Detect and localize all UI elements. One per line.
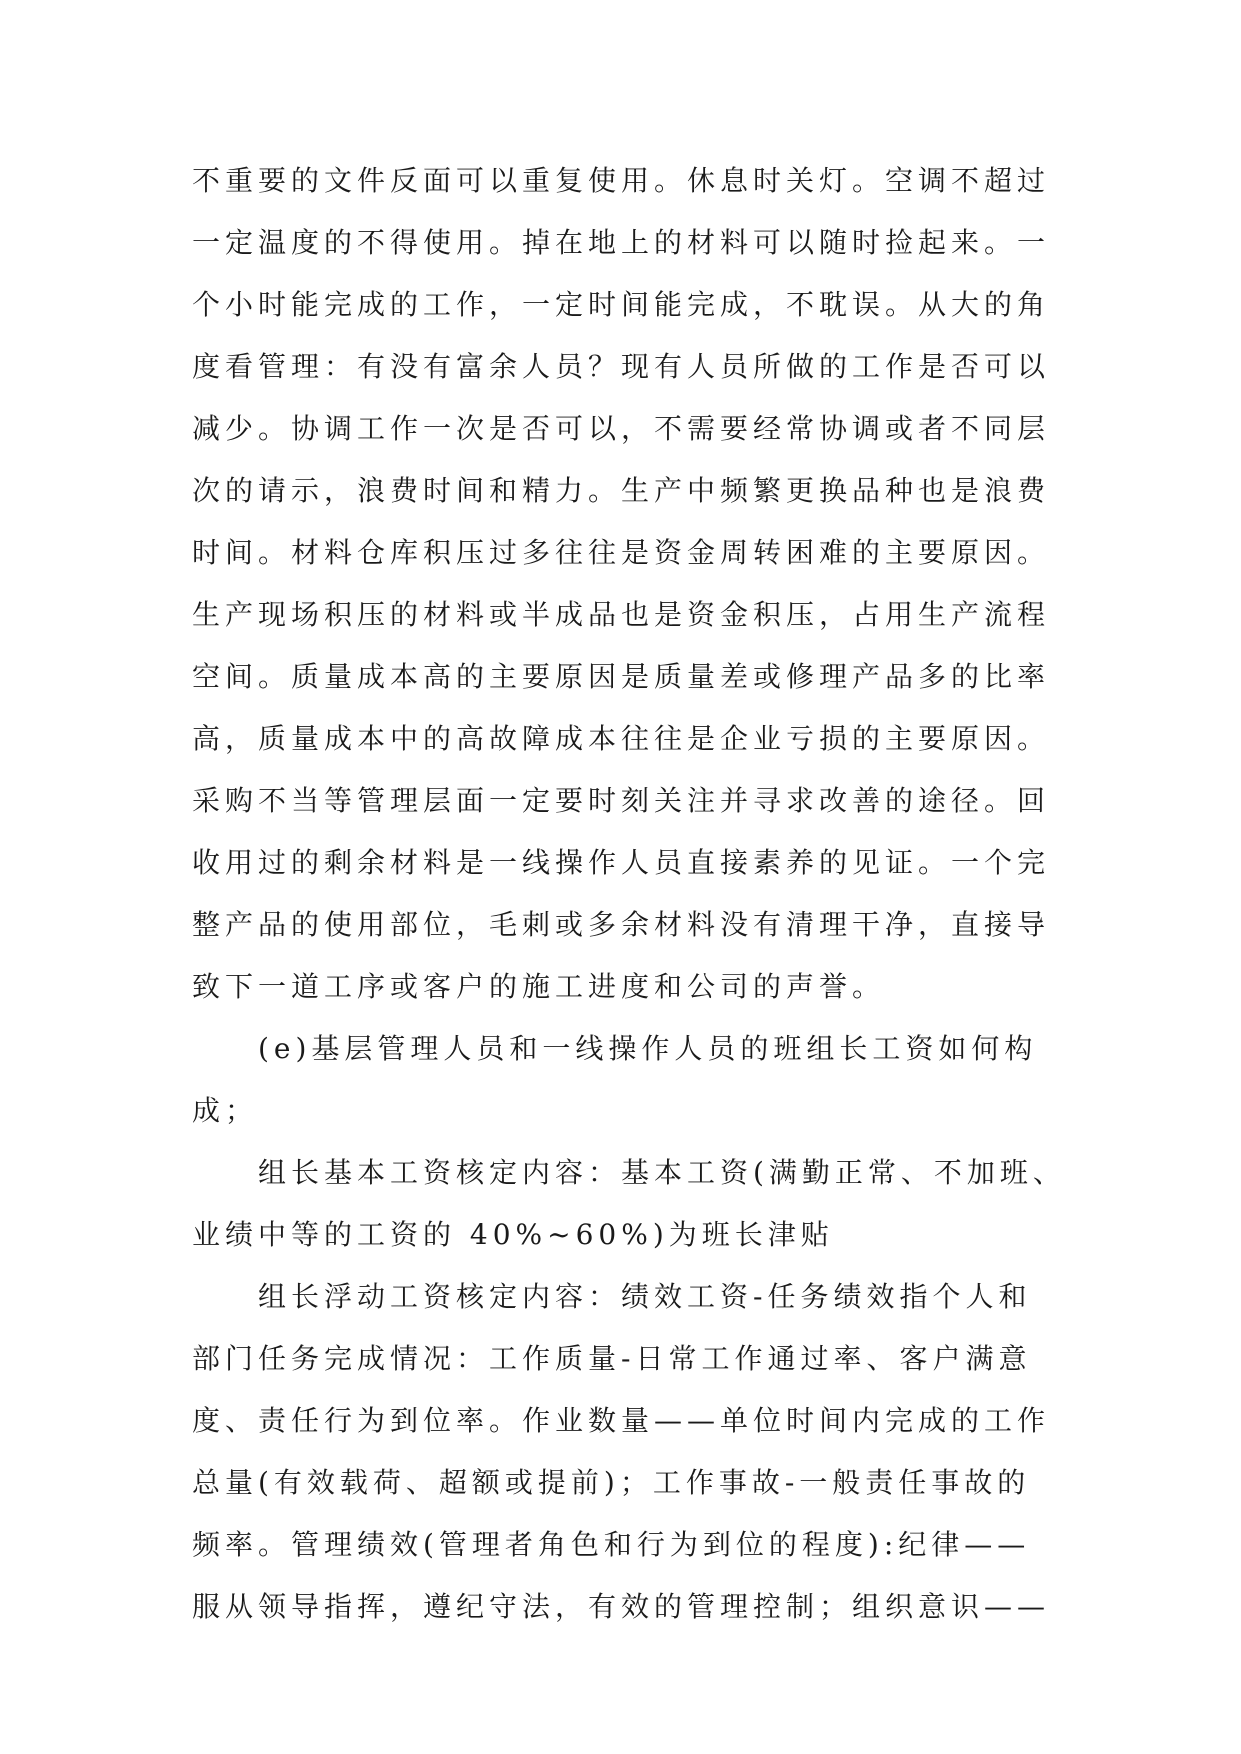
text-line: 空间。质量成本高的主要原因是质量差或修理产品多的比率	[192, 660, 1051, 693]
text-line: 组长基本工资核定内容：基本工资(满勤正常、不加班、	[258, 1156, 1066, 1189]
paragraph-1	[192, 150, 1062, 1018]
document-page	[192, 150, 1066, 1638]
text-line: 成；	[192, 1094, 259, 1127]
text-line: 度、责任行为到位率。作业数量——单位时间内完成的工作	[192, 1404, 1051, 1437]
paragraph-4	[192, 1266, 1062, 1638]
text-line: 采购不当等管理层面一定要时刻关注并寻求改善的途径。回	[192, 784, 1051, 817]
text-line: 总量(有效载荷、超额或提前)；工作事故-一般责任事故的	[192, 1466, 1031, 1499]
paragraph-3	[192, 1142, 1066, 1266]
text-line: 服从领导指挥，遵纪守法，有效的管理控制；组织意识——	[192, 1590, 1051, 1623]
text-line: 高，质量成本中的高故障成本往往是企业亏损的主要原因。	[192, 722, 1051, 755]
text-line: 时间。材料仓库积压过多往往是资金周转困难的主要原因。	[192, 536, 1051, 569]
text-line: 部门任务完成情况：工作质量-日常工作通过率、客户满意	[192, 1342, 1032, 1375]
text-line: 业绩中等的工资的 40%~60%)为班长津贴	[192, 1218, 834, 1251]
text-line: 频率。管理绩效(管理者角色和行为到位的程度):纪律——	[192, 1528, 1031, 1561]
text-line: 个小时能完成的工作，一定时间能完成，不耽误。从大的角	[192, 288, 1051, 321]
text-line: 收用过的剩余材料是一线操作人员直接素养的见证。一个完	[192, 846, 1051, 879]
paragraph-2-heading	[192, 1018, 1062, 1142]
text-line: 度看管理：有没有富余人员？现有人员所做的工作是否可以	[192, 350, 1051, 383]
text-line: 生产现场积压的材料或半成品也是资金积压，占用生产流程	[192, 598, 1051, 631]
text-line: 组长浮动工资核定内容：绩效工资-任务绩效指个人和	[258, 1280, 1032, 1313]
text-line: (e)基层管理人员和一线操作人员的班组长工资如何构	[258, 1032, 1038, 1065]
text-line: 次的请示，浪费时间和精力。生产中频繁更换品种也是浪费	[192, 474, 1051, 507]
text-line: 整产品的使用部位，毛刺或多余材料没有清理干净，直接导	[192, 908, 1051, 941]
text-line: 减少。协调工作一次是否可以，不需要经常协调或者不同层	[192, 412, 1051, 445]
text-line: 不重要的文件反面可以重复使用。休息时关灯。空调不超过	[192, 164, 1051, 197]
text-line: 一定温度的不得使用。掉在地上的材料可以随时捡起来。一	[192, 226, 1051, 259]
text-line: 致下一道工序或客户的施工进度和公司的声誉。	[192, 970, 886, 1003]
